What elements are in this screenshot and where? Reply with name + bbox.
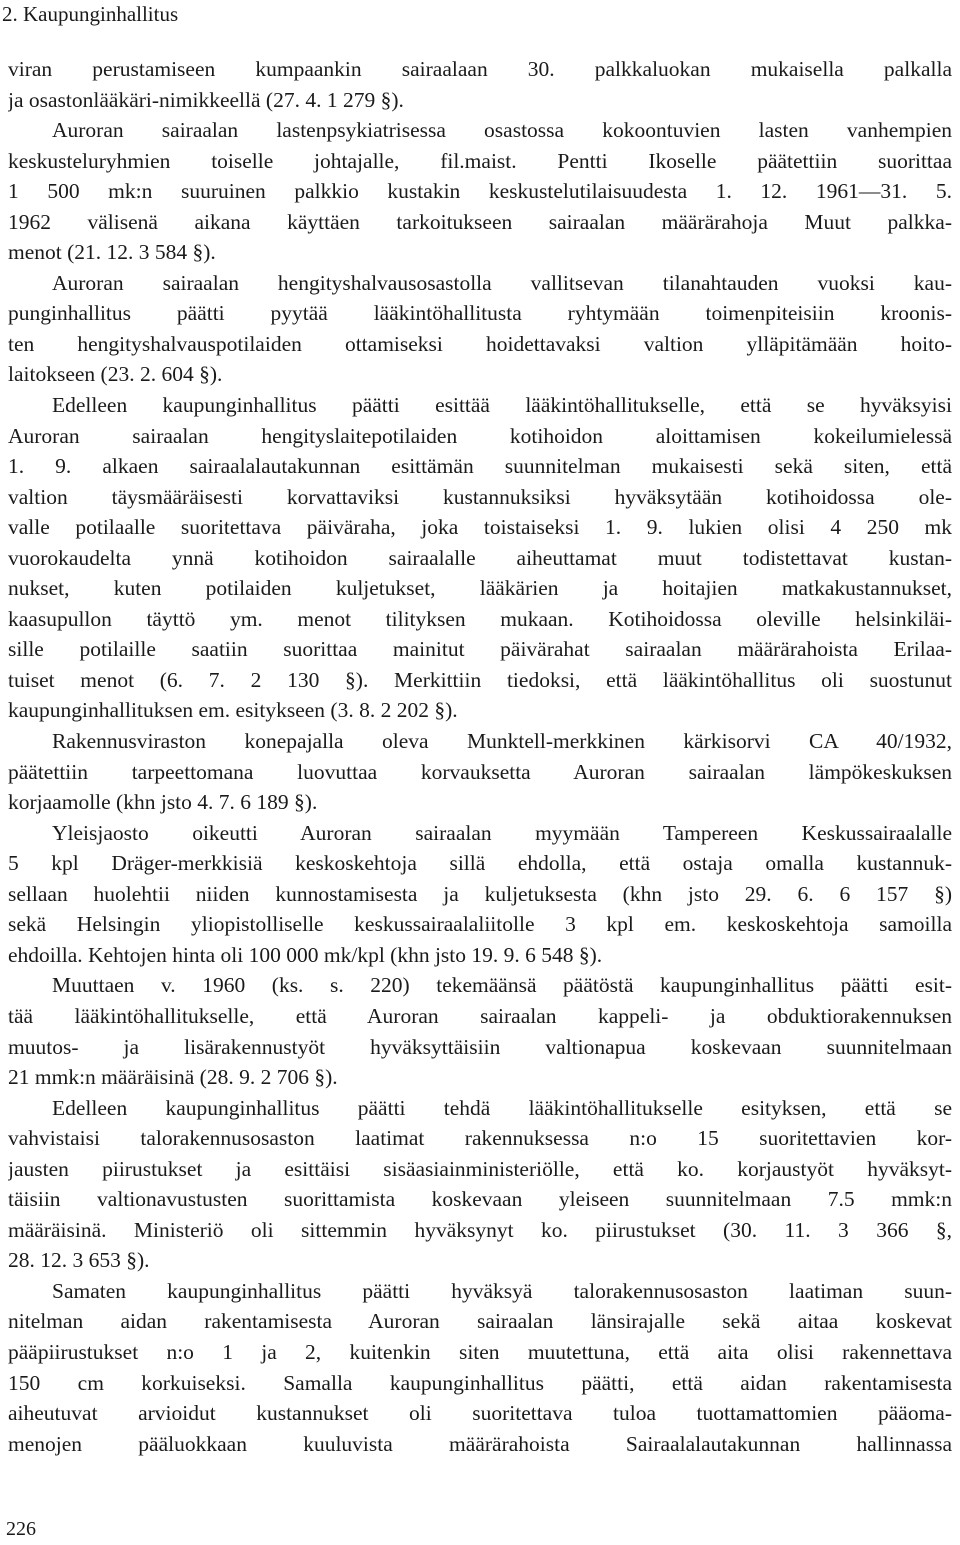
text-line: 1962 välisenä aikana käyttäen tarkoitukseen sairaalan määrärahoja Muut palkka- [8, 209, 952, 234]
text-line: Yleisjaosto oikeutti Auroran sairaalan myymään Tampereen Keskussairaalalle [52, 820, 952, 845]
text-line: täisiin valtionavustusten suorittamista koskevaan yleiseen suunnitelmaan 7.5 mmk:n [8, 1187, 952, 1212]
text-line: sellaan huolehtii niiden kunnostamisesta ja kuljetuksesta (khn jsto 29. 6. 6 157 §) [8, 881, 952, 906]
text-line: ten hengityshalvauspotilaiden ottamiseksi hoidettavaksi valtion ylläpitämään hoito- [8, 331, 952, 356]
text-line: 21 mmk:n määräisinä (28. 9. 2 706 §). [8, 1065, 338, 1090]
text-line: 1 500 mk:n suuruinen palkkio kustakin keskustelutilaisuudesta 1. 12. 1961—31. 5. [8, 179, 952, 204]
text-line: menot (21. 12. 3 584 §). [8, 240, 216, 265]
text-line: sille potilaille saatiin suorittaa mainitut päivärahat sairaalan määrärahoista Erilaa- [8, 637, 952, 662]
page-number: 226 [6, 1518, 36, 1540]
text-line: punginhallitus päätti pyytää lääkintöhallitusta ryhtymään toimenpiteisiin kroonis- [8, 301, 952, 326]
text-line: tää lääkintöhallitukselle, että Auroran sairaalan kappeli- ja obduktiorakennuksen [8, 1003, 952, 1028]
text-line: keskusteluryhmien toiselle johtajalle, fil.maist. Pentti Ikoselle päätettiin suorittaa [8, 148, 952, 173]
text-line: ja osastonlääkäri-nimikkeellä (27. 4. 1 279 §). [8, 87, 404, 112]
text-line: vuorokaudelta ynnä kotihoidon sairaalalle aiheuttamat muut todistettavat kustan- [8, 545, 952, 570]
text-line: muutos- ja lisärakennustyöt hyväksyttäisiin valtionapua koskevaan suunnitelmaan [8, 1034, 952, 1059]
text-line: laitokseen (23. 2. 604 §). [8, 362, 223, 387]
text-line: tuiset menot (6. 7. 2 130 §). Merkittiin tiedoksi, että lääkintöhallitus oli suostunut [8, 667, 952, 692]
running-head: 2. Kaupunginhallitus [2, 2, 179, 26]
text-line: Edelleen kaupunginhallitus päätti esittää lääkintöhallitukselle, että se hyväksyisi [52, 393, 952, 418]
text-line: valtion täysmääräisesti korvattaviksi kustannuksiksi hyväksytään kotihoidossa ole- [8, 484, 952, 509]
text-line: valle potilaalle suoritettava päiväraha, joka toistaiseksi 1. 9. lukien olisi 4 250 mk [8, 515, 952, 540]
text-line: Auroran sairaalan hengityshalvausosastolla vallitsevan tilanahtauden vuoksi kau- [52, 270, 952, 295]
text-line: pääpiirustukset n:o 1 ja 2, kuitenkin siten muutettuna, että aita olisi rakennettava [8, 1339, 952, 1364]
text-line: Samaten kaupunginhallitus päätti hyväksyä talorakennusosaston laatiman suun- [52, 1278, 952, 1303]
text-line: menojen pääluokkaan kuuluvista määrärahoista Sairaalalautakunnan hallinnassa [8, 1431, 952, 1456]
text-line: nukset, kuten potilaiden kuljetukset, lääkärien ja hoitajien matkakustannukset, [8, 576, 952, 601]
text-line: viran perustamiseen kumpaankin sairaalaan 30. palkkaluokan mukaisella palkalla [8, 57, 952, 81]
text-line: 28. 12. 3 653 §). [8, 1248, 150, 1273]
text-line: 150 cm korkuiseksi. Samalla kaupunginhallitus päätti, että aidan rakentamisesta [8, 1370, 952, 1395]
text-line: määräisinä. Ministeriö oli sittemmin hyväksynyt ko. piirustukset (30. 11. 3 366 §, [8, 1217, 952, 1242]
text-line: Rakennusviraston konepajalla oleva Munktell-merkkinen kärkisorvi CA 40/1932, [52, 729, 952, 754]
text-line: korjaamolle (khn jsto 4. 7. 6 189 §). [8, 790, 318, 815]
body-text [8, 54, 952, 1459]
text-line: vahvistaisi talorakennusosaston laatimat rakennuksessa n:o 15 suoritettavien kor- [8, 1126, 952, 1151]
text-line: ehdoilla. Kehtojen hinta oli 100 000 mk/kpl (khn jsto 19. 9. 6 548 §). [8, 942, 603, 967]
text-line: jausten piirustukset ja esittäisi sisäasiainministeriölle, että ko. korjaustyöt hyväksyt- [8, 1156, 952, 1181]
text-line: nitelman aidan rakentamisesta Auroran sairaalan länsirajalle sekä aitaa koskevat [8, 1309, 952, 1334]
text-line: 1. 9. alkaen sairaalalautakunnan esittämän suunnitelman mukaisesti sekä siten, että [8, 454, 952, 479]
text-line: Muuttaen v. 1960 (ks. s. 220) tekemäänsä päätöstä kaupunginhallitus päätti esit- [52, 973, 952, 998]
text-line: sekä Helsingin yliopistolliselle keskussairaalaliitolle 3 kpl em. keskoskehtoja samoilla [8, 912, 952, 937]
text-line: kaupunginhallituksen em. esitykseen (3. 8. 2 202 §). [8, 698, 458, 723]
text-line: 5 kpl Dräger-merkkisiä keskoskehtoja sillä ehdolla, että ostaja omalla kustannuk- [8, 851, 952, 876]
text-line: kaasupullon täyttö ym. menot tilityksen mukaan. Kotihoidossa oleville helsinkiläi- [8, 606, 952, 631]
text-line: Auroran sairaalan hengityslaitepotilaiden kotihoidon aloittamisen kokeilumielessä [8, 423, 952, 448]
text-line: aiheutuvat arvioidut kustannukset oli suoritettava tuloa tuottamattomien pääoma- [8, 1401, 952, 1426]
text-line: päätettiin tarpeettomana luovuttaa korvauksetta Auroran sairaalan lämpökeskuksen [8, 759, 952, 784]
text-line: Auroran sairaalan lastenpsykiatrisessa osastossa kokoontuvien lasten vanhempien [52, 118, 952, 143]
text-line: Edelleen kaupunginhallitus päätti tehdä lääkintöhallitukselle esityksen, että se [52, 1095, 952, 1120]
